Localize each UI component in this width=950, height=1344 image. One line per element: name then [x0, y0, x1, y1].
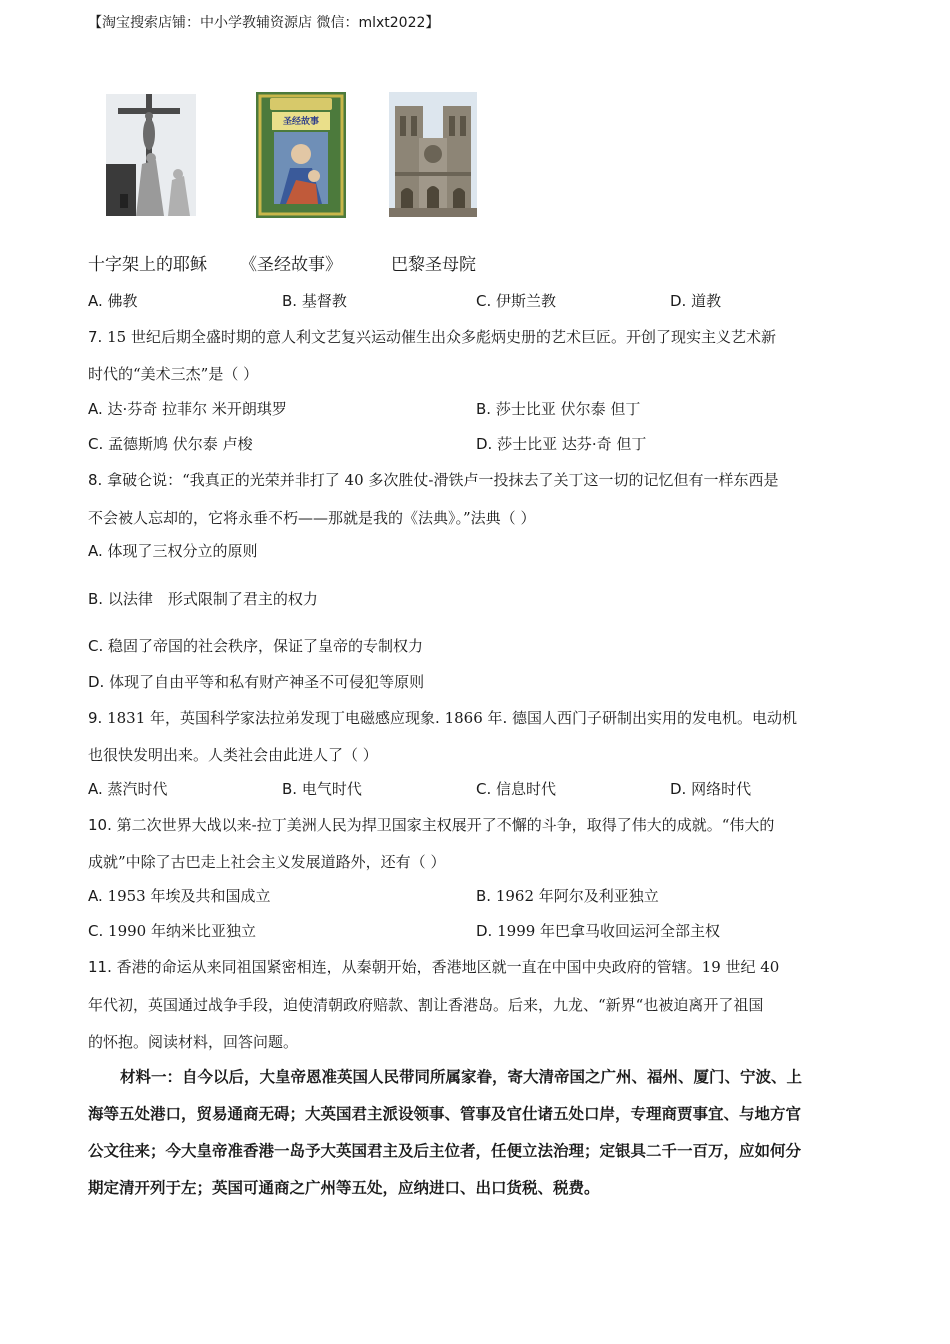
page-header-watermark: 【淘宝搜索店铺：中小学教辅资源店 微信：mlxt2022】 — [88, 15, 440, 31]
q9-stem-line2: 也很快发明出来。人类社会由此进人了（ ） — [88, 746, 378, 764]
q9-option-d[interactable]: D. 网络时代 — [670, 780, 752, 798]
q9-option-c[interactable]: C. 信息时代 — [476, 780, 557, 798]
q9-option-b[interactable]: B. 电气时代 — [282, 780, 362, 798]
q10-option-b[interactable]: B. 1962 年阿尔及利亚独立 — [476, 887, 659, 905]
book-cover-title: 圣经故事 — [282, 117, 319, 127]
q10-stem-line2: 成就”中除了古巴走上社会主义发展道路外，还有（ ） — [88, 853, 446, 871]
caption-notre-dame: 巴黎圣母院 — [391, 255, 476, 275]
q11-stem-line3: 的怀抱。阅读材料，回答问题。 — [88, 1033, 299, 1051]
q8-option-a[interactable]: A. 体现了三权分立的原则 — [88, 542, 258, 560]
q8-stem-line2: 不会被人忘却的，它将永垂不朽——那就是我的《法典》。”法典（ ） — [88, 509, 536, 527]
q6-option-a[interactable]: A. 佛教 — [88, 292, 138, 310]
notre-dame-image — [389, 92, 477, 217]
q10-option-a[interactable]: A. 1953 年埃及共和国成立 — [88, 887, 271, 905]
q7-stem-line2: 时代的“美术三杰”是（ ） — [88, 365, 259, 383]
material-line4: 期定清开列于左；英国可通商之广州等五处，应纳进口、出口货税、税费。 — [88, 1179, 600, 1197]
caption-bible-stories: 《圣经故事》 — [240, 255, 342, 275]
material-line3: 公文往来；今大皇帝准香港一岛予大英国君主及后主位者，任便立法治理；定银具二千一百万，应如何分 — [88, 1142, 802, 1160]
material-line2: 海等五处港口，贸易通商无碍；大英国君主派设领事、管事及官仕诸五处口岸，专理商贾事宜、与地方官 — [88, 1105, 802, 1123]
q8-option-c[interactable]: C. 稳固了帝国的社会秩序，保证了皇帝的专制权力 — [88, 637, 424, 655]
caption-crucifix: 十字架上的耶稣 — [88, 255, 207, 275]
crucifix-image — [106, 94, 196, 216]
q7-option-d[interactable]: D. 莎士比亚 达芬·奇 但丁 — [476, 435, 647, 453]
q6-option-b[interactable]: B. 基督教 — [282, 292, 347, 310]
q7-option-a[interactable]: A. 达·芬奇 拉菲尔 米开朗琪罗 — [88, 400, 287, 418]
q9-option-a[interactable]: A. 蒸汽时代 — [88, 780, 168, 798]
q9-stem-line1: 9. 1831 年，英国科学家法拉弟发现丁电磁感应现象. 1866 年. 德国人西门子研制出实用的发电机。电动机 — [88, 709, 798, 727]
q6-option-c[interactable]: C. 伊斯兰教 — [476, 292, 557, 310]
q11-stem-line1: 11. 香港的命运从来同祖国紧密相连，从秦朝开始，香港地区就一直在中国中央政府的管辖。19 世纪 40 — [88, 958, 780, 976]
q8-option-b[interactable]: B. 以法律 形式限制了君主的权力 — [88, 590, 318, 608]
bible-stories-book-image — [256, 92, 346, 218]
q7-option-c[interactable]: C. 孟德斯鸠 伏尔泰 卢梭 — [88, 435, 253, 453]
q10-option-c[interactable]: C. 1990 年纳米比亚独立 — [88, 922, 256, 940]
q7-option-b[interactable]: B. 莎士比亚 伏尔泰 但丁 — [476, 400, 641, 418]
q7-stem-line1: 7. 15 世纪后期全盛时期的意人利文艺复兴运动催生出众多彪炳史册的艺术巨匠。开创了现实主义艺术新 — [88, 328, 776, 346]
q6-option-d[interactable]: D. 道教 — [670, 292, 722, 310]
q10-stem-line1: 10. 第二次世界大战以来-拉丁美洲人民为捍卫国家主权展开了不懈的斗争，取得了伟大的成就。“伟大的 — [88, 816, 775, 834]
q11-stem-line2: 年代初，英国通过战争手段，迫使清朝政府赔款、割让香港岛。后来，九龙、“新界“也被迫离开了祖国 — [88, 996, 764, 1014]
q8-stem-line1: 8. 拿破仑说：“我真正的光荣并非打了 40 多次胜仗-滑铁卢一投抹去了关丁这一切的记忆但有一样东西是 — [88, 471, 779, 489]
material-line1: 材料一：自今以后，大皇帝恩准英国人民带同所属家眷，寄大清帝国之广州、福州、厦门、宁波、上 — [120, 1068, 803, 1086]
q10-option-d[interactable]: D. 1999 年巴拿马收回运河全部主权 — [476, 922, 721, 940]
q8-option-d[interactable]: D. 体现了自由平等和私有财产神圣不可侵犯等原则 — [88, 673, 425, 691]
